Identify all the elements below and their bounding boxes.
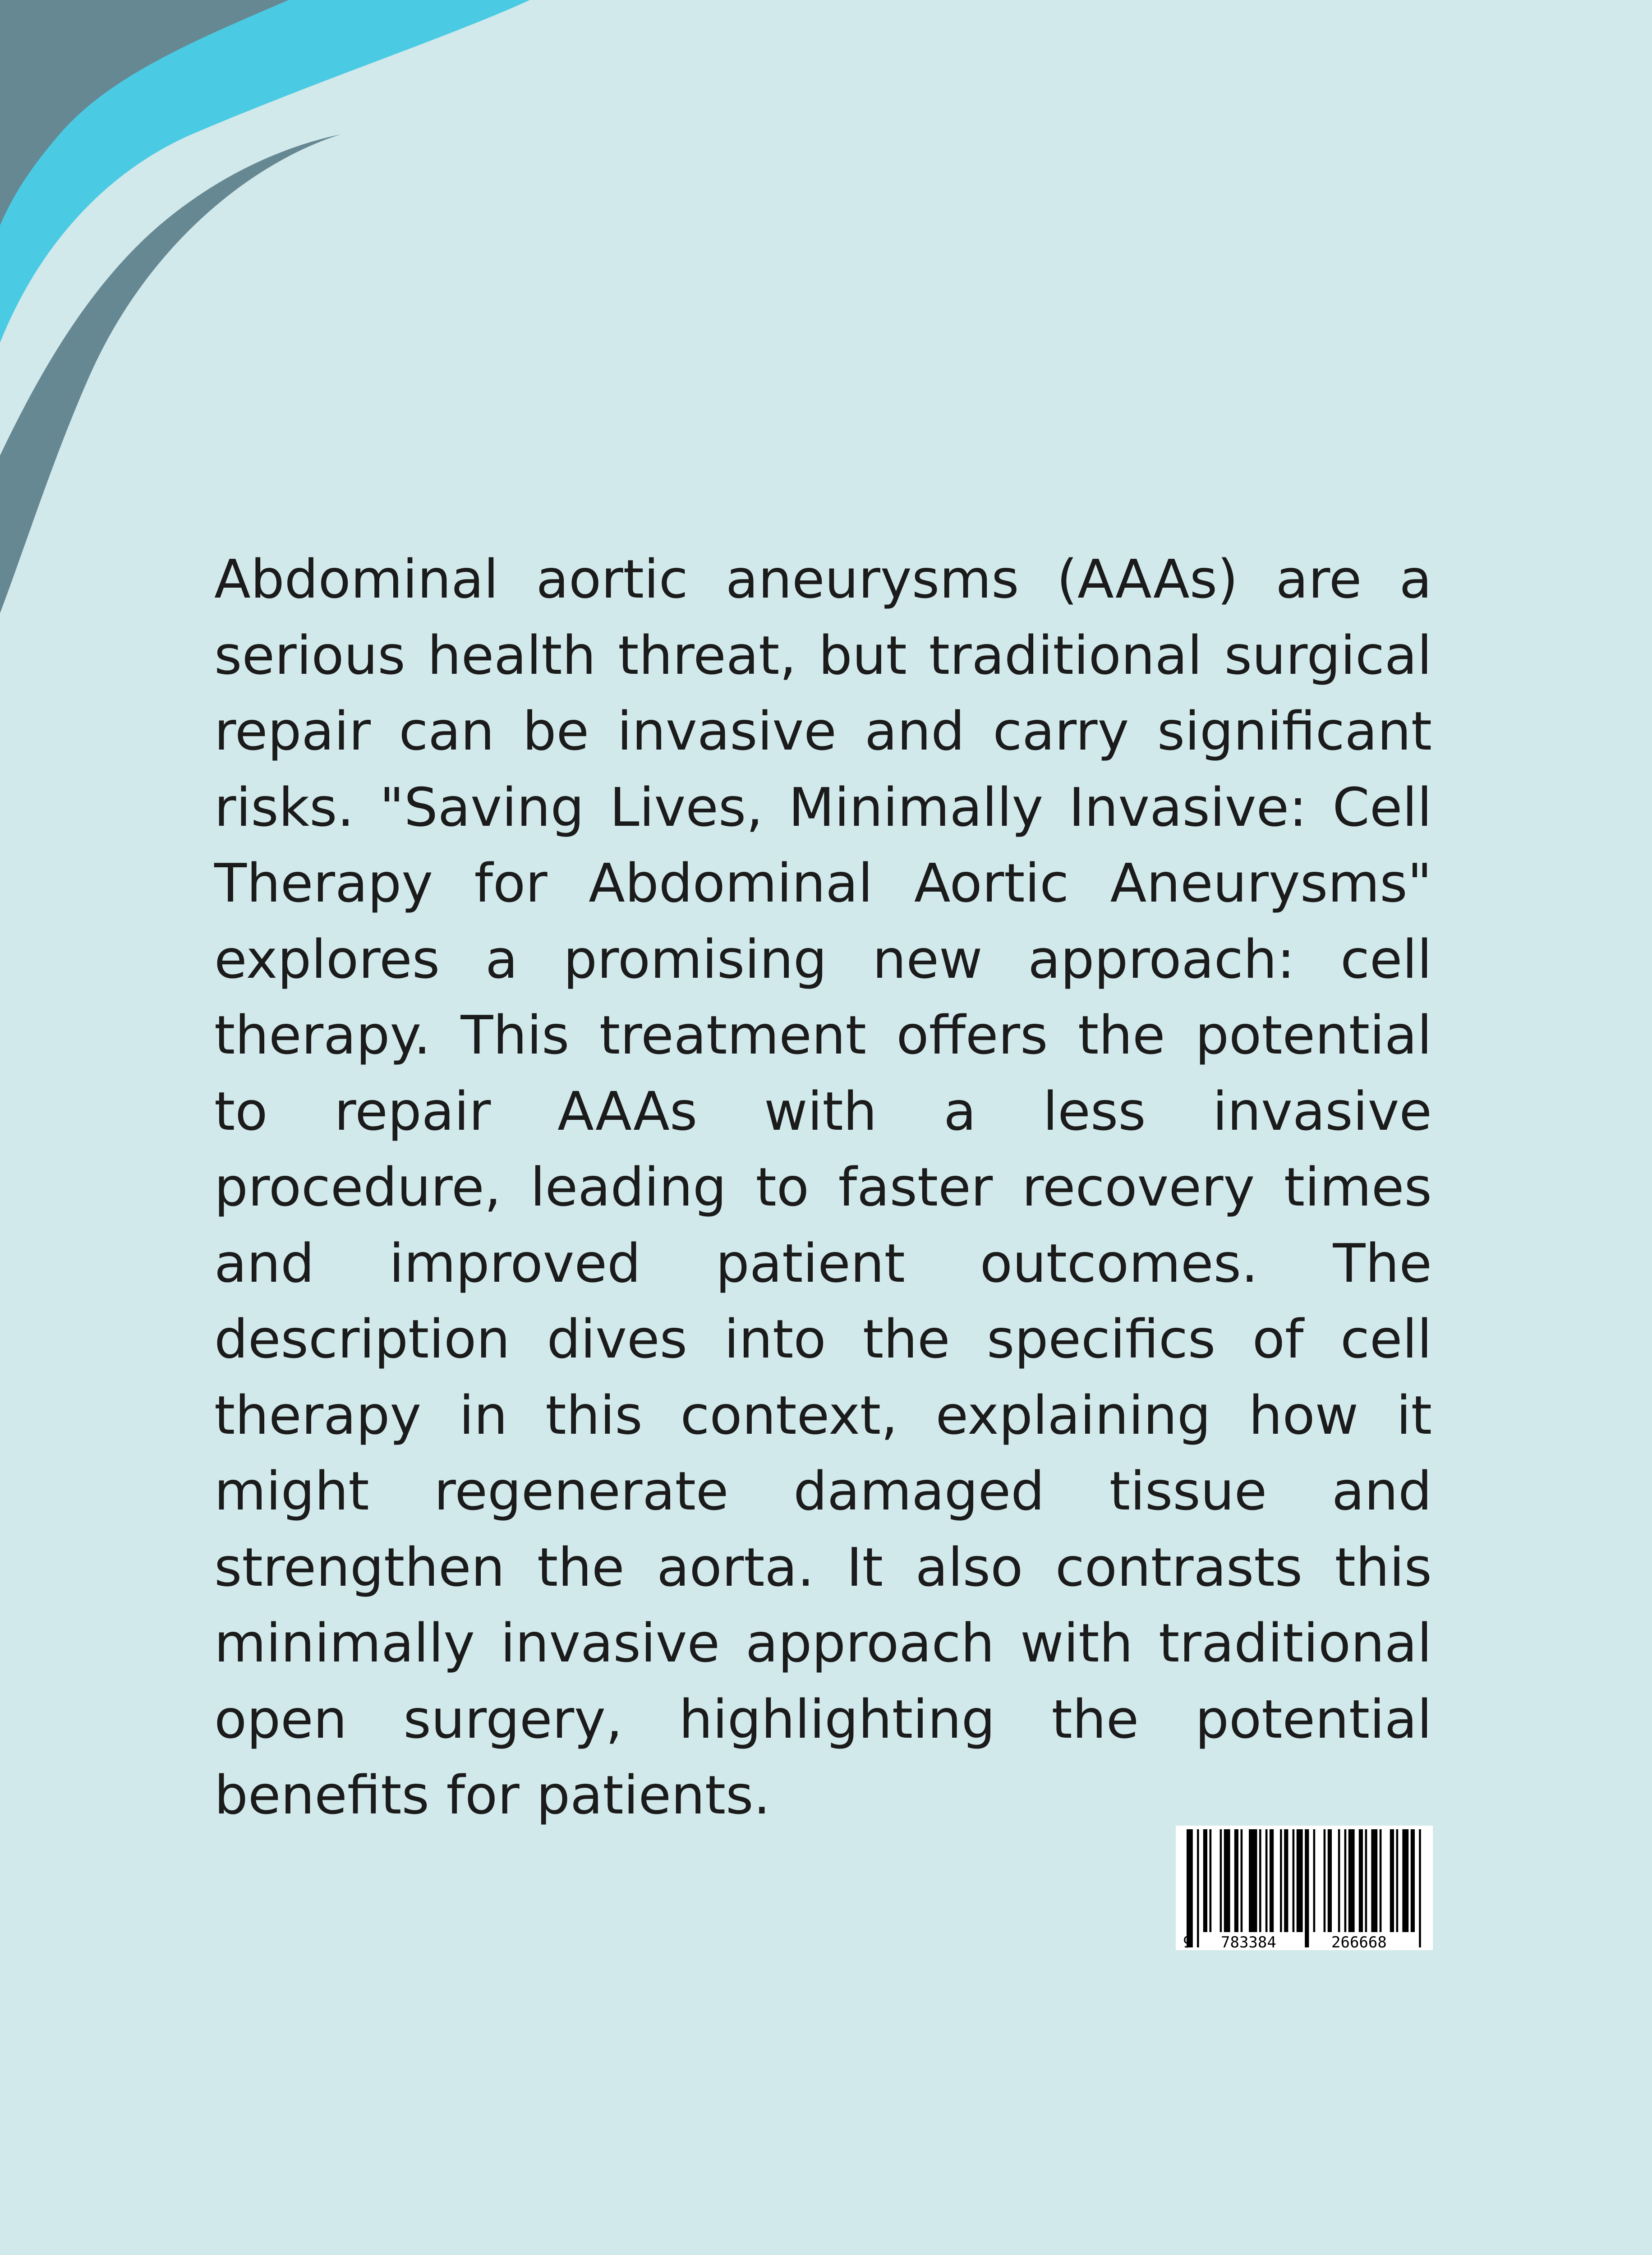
barcode-left-digits: 783384 [1221,1933,1276,1950]
barcode-bar [1313,1829,1316,1932]
barcode-bar [1297,1829,1303,1932]
barcode-bar [1210,1829,1212,1932]
barcode-bar [1305,1829,1309,1947]
barcode-lead-digit: 9 [1183,1933,1192,1950]
barcode-bar [1259,1829,1261,1932]
barcode-bars [1187,1829,1421,1947]
barcode-bar [1187,1829,1193,1947]
barcode-bar [1265,1829,1268,1932]
barcode-bar [1380,1829,1382,1932]
barcode-bar [1365,1829,1367,1932]
barcode-bar [1396,1829,1399,1932]
barcode-bar [1419,1829,1421,1947]
barcode-bar [1241,1829,1243,1932]
barcode-bar [1328,1829,1332,1932]
barcode-bar [1197,1829,1199,1947]
decorative-swoosh [0,0,541,631]
barcode-bar [1348,1829,1355,1932]
barcode-bar [1280,1829,1282,1932]
barcode-bar [1203,1829,1207,1932]
barcode-bar [1402,1829,1408,1932]
barcode-bar [1249,1829,1257,1932]
back-cover-description: Abdominal aortic aneurysms (AAAs) are a serious health threat, but traditional surgical repair can be invasive and carry significant risks. "Saving Lives, Minimally Invasive: Cell Therapy for Abdominal Aortic Aneurysms" explores a promising new approach: cell therapy. This treatment offers the potential to repair AAAs with a less invasive procedure, leading to faster recovery times and improved patient outcomes. The description dives into the specifics of cell therapy in this context, explaining how it might regenerate damaged tissue and strengthen the aorta. It also contrasts this minimally invasive approach with traditional open surgery, highlighting the potential benefits for patients. [214,548,1432,1826]
barcode-bar [1344,1829,1347,1932]
barcode-bar [1270,1829,1274,1932]
barcode-bar [1390,1829,1394,1932]
barcode-bar [1411,1829,1415,1932]
barcode-bar [1324,1829,1326,1932]
barcode-bar [1224,1829,1230,1932]
barcode-bar [1359,1829,1363,1932]
barcode-bar [1371,1829,1377,1932]
barcode-bar [1234,1829,1238,1932]
barcode-bar [1338,1829,1340,1932]
isbn-barcode [1176,1826,1433,1950]
barcode-bar [1293,1829,1295,1932]
barcode-bar [1284,1829,1288,1932]
barcode-bar [1220,1829,1222,1932]
barcode-right-digits: 266668 [1331,1933,1387,1950]
